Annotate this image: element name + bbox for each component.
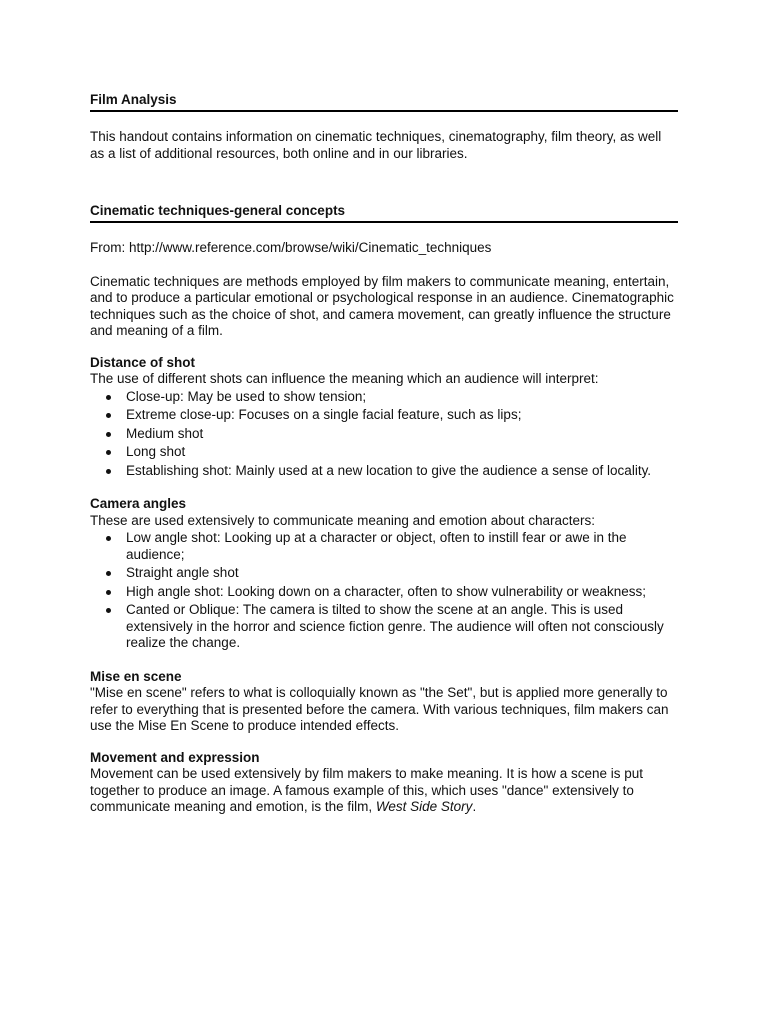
spacer <box>90 654 678 669</box>
list-item-text: Medium shot <box>126 425 204 441</box>
list-item-text: Close-up: May be used to show tension; <box>126 388 367 404</box>
list-item <box>126 530 678 563</box>
film-title: West Side Story <box>375 799 473 814</box>
spacer <box>90 735 678 750</box>
angles-lead: These are used extensively to communicate meaning and emotion about characters: <box>90 512 596 528</box>
list-item-text: Long shot <box>126 444 186 459</box>
subhead-camera-angles: Camera angles <box>90 496 187 511</box>
bullet-icon <box>106 432 111 437</box>
list-item <box>126 602 678 652</box>
list-item-text: Canted or Oblique: The camera is tilted to show the scene at an angle. This is used extensively in the horror and science fiction genre. The audience will often not consciously realize the change. <box>126 602 664 650</box>
techniques-intro-paragraph: Cinematic techniques are methods employed by film makers to communicate meaning, entertain, and to produce a particular emotional or psychological response in an audience. Cinematographic techniques such as the choice of shot, and camera movement, can greatly influence the structure and meaning of a film. <box>90 273 674 338</box>
subhead-movement-expression: Movement and expression <box>90 749 260 765</box>
source-line: From: http://www.reference.com/browse/wiki/Cinematic_techniques <box>90 240 492 255</box>
intro-paragraph: This handout contains information on cinematic techniques, cinematography, film theory, as well as a list of additional resources, both online and in our libraries. <box>90 129 662 161</box>
bullet-icon <box>106 395 111 400</box>
mise-paragraph: "Mise en scene" refers to what is colloquially known as "the Set", but is applied more generally to refer to everything that is presented before the camera. With various techniques, film makers can use the Mise En Scene to produce intended effects. <box>90 685 669 733</box>
spacer <box>90 223 678 240</box>
list-item-text: High angle shot: Looking down on a character, often to show vulnerability or weakness; <box>126 583 647 599</box>
list-item <box>126 426 678 443</box>
angles-list <box>90 530 678 652</box>
spacer <box>90 340 678 355</box>
list-item <box>126 389 678 406</box>
bullet-icon <box>106 413 111 418</box>
section-title-film-analysis: Film Analysis <box>90 92 678 112</box>
list-item <box>126 444 678 461</box>
bullet-icon <box>106 450 111 455</box>
movement-text: Movement can be used extensively by film makers to make meaning. It is how a scene is put together to produce an image. A famous example of this, which uses "dance" extensively to communicate meaning and emotion, is the film, <box>90 766 644 814</box>
bullet-icon <box>106 536 111 541</box>
list-item-text: Extreme close-up: Focuses on a single facial feature, such as lips; <box>126 407 522 422</box>
movement-paragraph <box>90 766 678 816</box>
spacer <box>90 481 678 496</box>
bullet-icon <box>106 571 111 576</box>
bullet-icon <box>106 469 111 474</box>
list-item-text: Establishing shot: Mainly used at a new location to give the audience a sense of locality. <box>126 462 652 478</box>
list-item <box>126 407 678 424</box>
list-item-text: Straight angle shot <box>126 565 239 580</box>
spacer <box>90 112 678 129</box>
bullet-icon <box>106 590 111 595</box>
distance-list <box>90 389 678 480</box>
list-item <box>126 463 678 480</box>
spacer <box>90 257 678 274</box>
bullet-icon <box>106 608 111 613</box>
subhead-mise-en-scene: Mise en scene <box>90 668 182 684</box>
movement-text-end: . <box>472 799 477 814</box>
list-item-text: Low angle shot: Looking up at a character or object, often to instill fear or awe in the audience; <box>126 530 627 562</box>
subhead-distance-of-shot: Distance of shot <box>90 354 196 370</box>
document-page <box>90 92 678 816</box>
list-item <box>126 584 678 601</box>
spacer <box>90 162 678 203</box>
section-title-cinematic-techniques: Cinematic techniques-general concepts <box>90 203 678 223</box>
list-item <box>126 565 678 582</box>
distance-lead: The use of different shots can influence the meaning which an audience will interpret: <box>90 371 599 386</box>
